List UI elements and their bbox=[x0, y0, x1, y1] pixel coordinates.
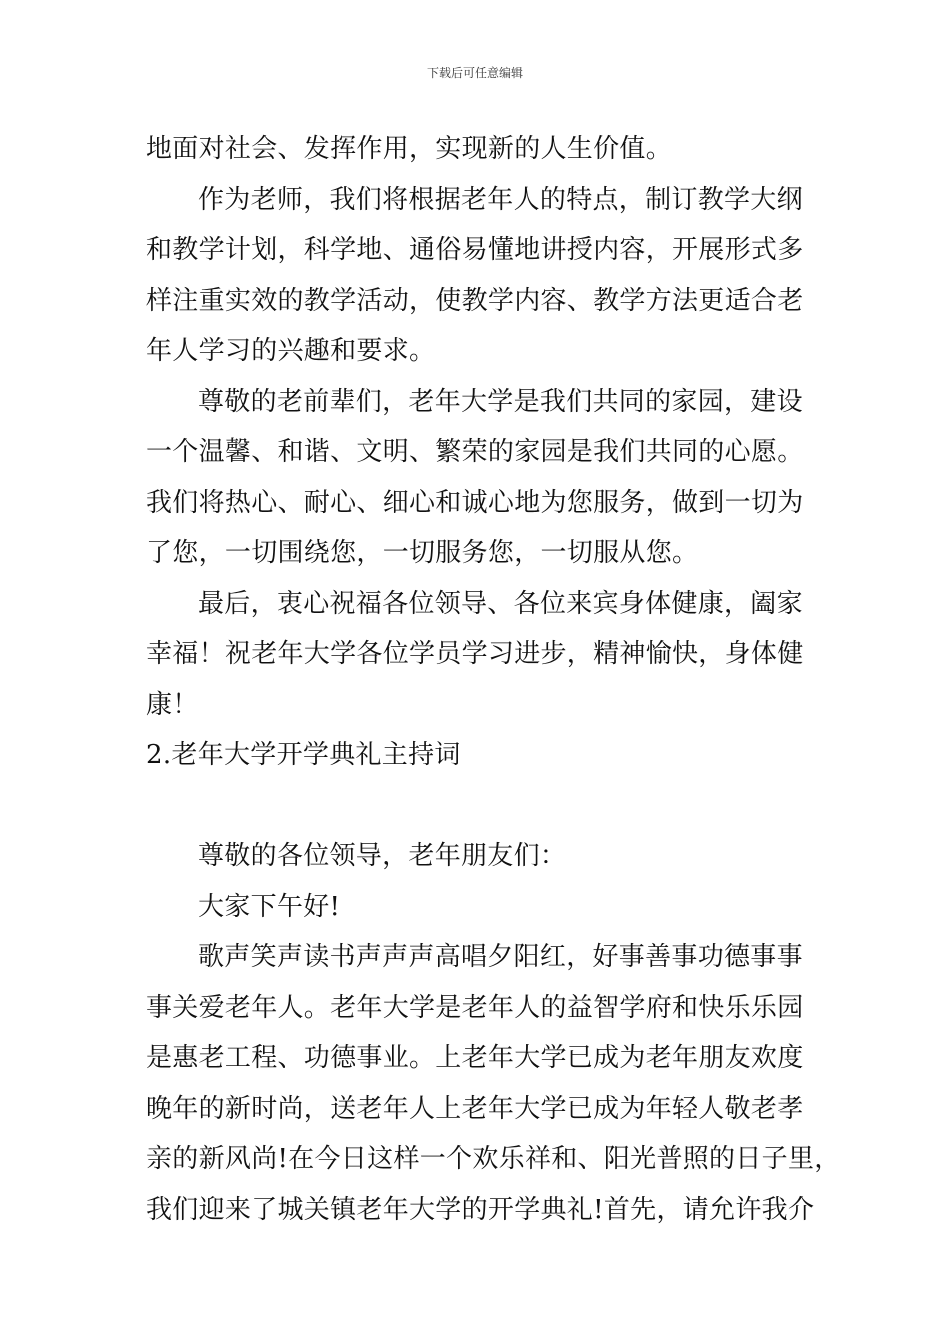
document-body bbox=[146, 124, 841, 1235]
text-line: 样注重实效的教学活动，使教学内容、教学方法更适合老 bbox=[146, 285, 804, 316]
text-line: 我们将热心、耐心、细心和诚心地为您服务，做到一切为 bbox=[146, 487, 804, 518]
text-line: 了您，一切围绕您，一切服务您，一切服从您。 bbox=[146, 538, 699, 568]
greeting: 大家下午好! bbox=[198, 891, 341, 922]
text-line: 尊敬的老前辈们，老年大学是我们共同的家园，建设 bbox=[198, 386, 803, 417]
text-line: 康！ bbox=[146, 689, 199, 720]
text-line: 事关爱老年人。老年大学是老年人的益智学府和快乐乐园 bbox=[146, 992, 804, 1023]
text-line: 晚年的新时尚，送老年人上老年大学已成为年轻人敬老孝 bbox=[146, 1093, 804, 1124]
text-line: 作为老师，我们将根据老年人的特点，制订教学大纲 bbox=[198, 184, 803, 215]
text-line: 和教学计划，科学地、通俗易懂地讲授内容，开展形式多 bbox=[146, 235, 804, 265]
salutation: 尊敬的各位领导，老年朋友们： bbox=[198, 841, 567, 871]
page-header: 下载后可任意编辑 bbox=[426, 66, 523, 80]
text-line: 地面对社会、发挥作用，实现新的人生价值。 bbox=[146, 134, 673, 164]
text-line: 歌声笑声读书声声声高唱夕阳红，好事善事功德事事 bbox=[198, 942, 803, 972]
text-line: 一个温馨、和谐、文明、繁荣的家园是我们共同的心愿。 bbox=[146, 437, 804, 467]
section-heading: 2.老年大学开学典礼主持词 bbox=[146, 740, 461, 770]
text-line: 亲的新风尚!在今日这样一个欢乐祥和、阳光普照的日子里， bbox=[146, 1144, 841, 1174]
text-line: 最后，衷心祝福各位领导、各位来宾身体健康，阖家 bbox=[198, 588, 803, 619]
text-line: 年人学习的兴趣和要求。 bbox=[146, 336, 436, 366]
text-line: 是惠老工程、功德事业。上老年大学已成为老年朋友欢度 bbox=[146, 1043, 804, 1073]
text-line: 幸福！祝老年大学各位学员学习进步，精神愉快，身体健 bbox=[146, 639, 804, 669]
blank-line bbox=[146, 781, 826, 832]
text-line: 我们迎来了城关镇老年大学的开学典礼!首先，请允许我介 bbox=[146, 1194, 815, 1225]
